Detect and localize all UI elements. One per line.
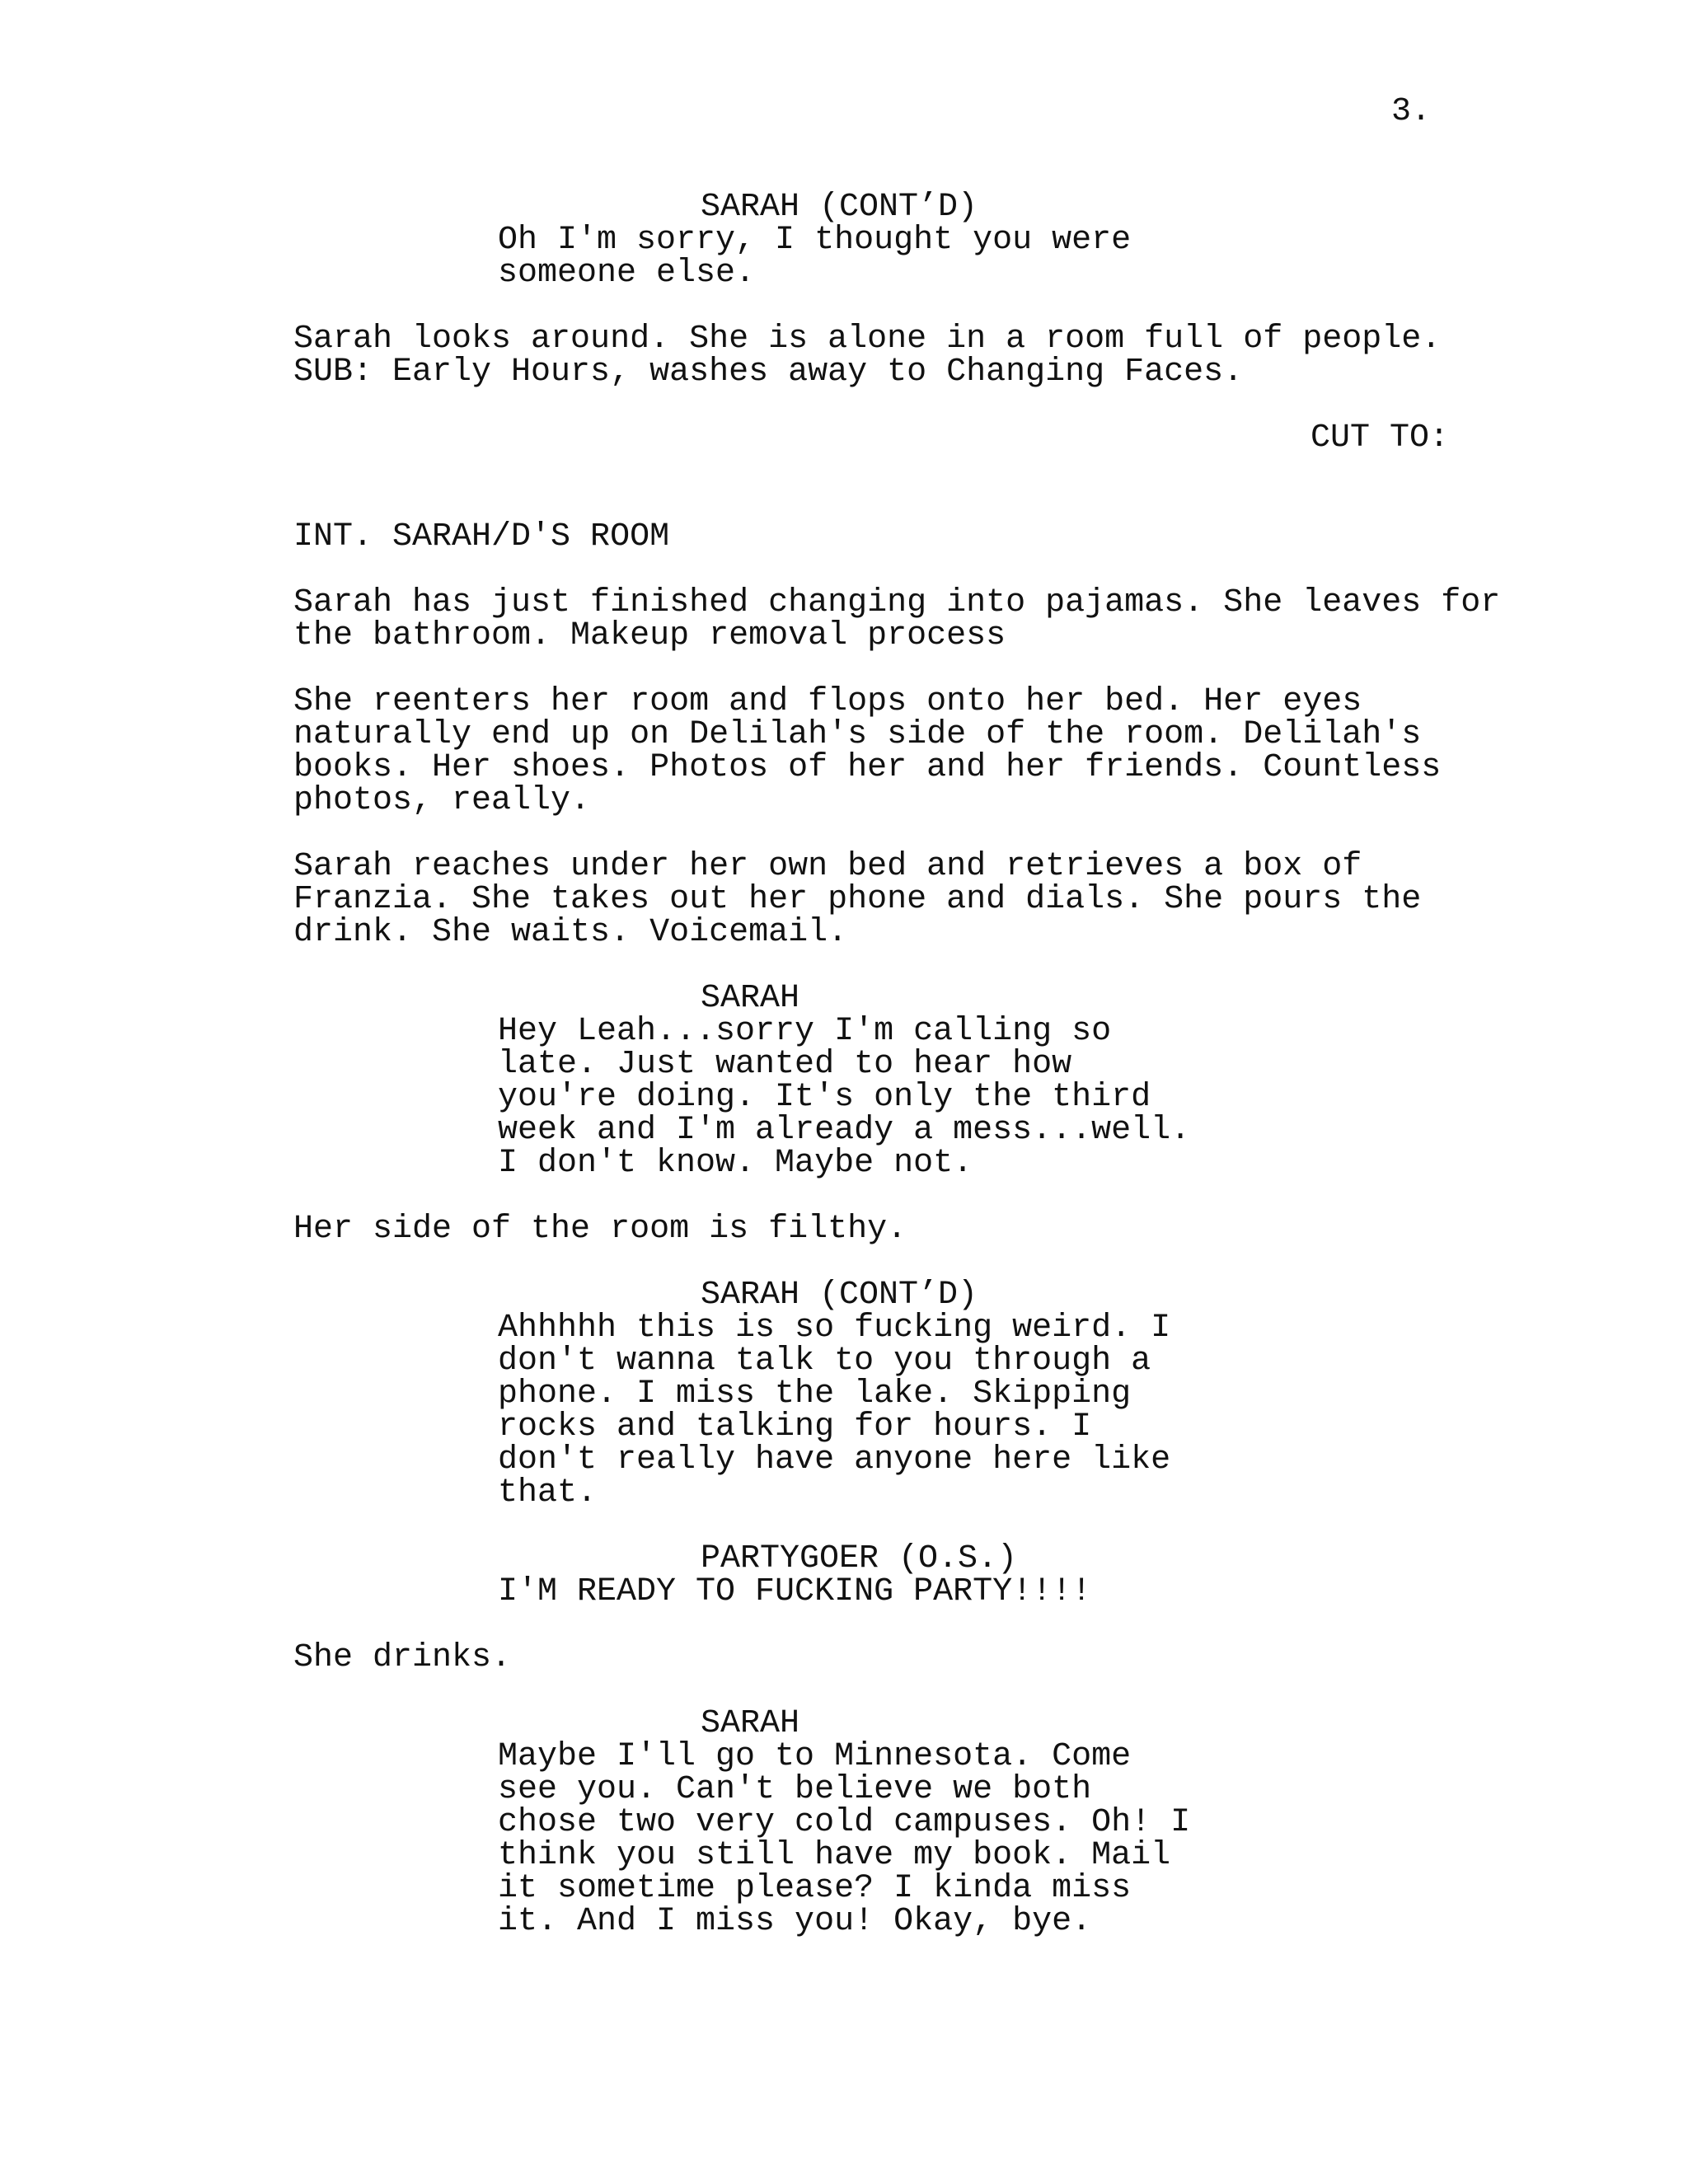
dialogue-line: that.	[498, 1474, 598, 1511]
dialogue-line: Oh I'm sorry, I thought you were	[498, 222, 1132, 259]
character-cue: PARTYGOER (O.S.)	[701, 1540, 1018, 1577]
action-line: Franzia. She takes out her phone and dials. She pours the	[293, 881, 1422, 918]
dialogue-line: Maybe I'll go to Minnesota. Come	[498, 1738, 1132, 1775]
action-line: books. Her shoes. Photos of her and her friends. Countless	[293, 749, 1442, 786]
page-number: 3.	[1391, 93, 1432, 130]
dialogue-line: phone. I miss the lake. Skipping	[498, 1376, 1132, 1413]
character-cue: SARAH (CONT’D)	[701, 189, 978, 226]
dialogue-line: I don't know. Maybe not.	[498, 1145, 973, 1182]
dialogue-line: you're doing. It's only the third	[498, 1079, 1151, 1116]
action-line: SUB: Early Hours, washes away to Changing Faces.	[293, 354, 1244, 391]
dialogue-line: late. Just wanted to hear how	[498, 1046, 1072, 1083]
dialogue-line: rocks and talking for hours. I	[498, 1408, 1092, 1446]
dialogue-line: someone else.	[498, 255, 756, 292]
action-line: photos, really.	[293, 782, 591, 819]
dialogue-line: chose two very cold campuses. Oh! I	[498, 1804, 1191, 1841]
dialogue-line: see you. Can't believe we both	[498, 1771, 1092, 1808]
action-line: She reenters her room and flops onto her bed. Her eyes	[293, 683, 1362, 720]
character-cue: SARAH	[701, 980, 800, 1017]
dialogue-line: it. And I miss you! Okay, bye.	[498, 1903, 1092, 1940]
character-cue: SARAH (CONT’D)	[701, 1277, 978, 1314]
dialogue-line: Ahhhhh this is so fucking weird. I	[498, 1310, 1171, 1347]
action-line: Sarah looks around. She is alone in a room full of people.	[293, 321, 1442, 358]
action-line: drink. She waits. Voicemail.	[293, 914, 848, 951]
dialogue-line: it sometime please? I kinda miss	[498, 1870, 1132, 1907]
dialogue-line: Hey Leah...sorry I'm calling so	[498, 1013, 1112, 1050]
character-cue: SARAH	[701, 1705, 800, 1742]
action-line: Sarah reaches under her own bed and retrieves a box of	[293, 848, 1362, 885]
action-line: She drinks.	[293, 1639, 512, 1676]
dialogue-line: I'M READY TO FUCKING PARTY!!!!	[498, 1573, 1092, 1610]
scene-heading: INT. SARAH/D'S ROOM	[293, 518, 670, 555]
dialogue-line: think you still have my book. Mail	[498, 1837, 1171, 1874]
transition: CUT TO:	[1311, 419, 1450, 457]
action-line: the bathroom. Makeup removal process	[293, 617, 1006, 654]
dialogue-line: don't really have anyone here like	[498, 1441, 1171, 1479]
action-line: Her side of the room is filthy.	[293, 1211, 907, 1248]
dialogue-line: don't wanna talk to you through a	[498, 1343, 1151, 1380]
action-line: naturally end up on Delilah's side of the room. Delilah's	[293, 716, 1422, 753]
action-line: Sarah has just finished changing into pajamas. She leaves for	[293, 584, 1501, 621]
dialogue-line: week and I'm already a mess...well.	[498, 1112, 1191, 1149]
